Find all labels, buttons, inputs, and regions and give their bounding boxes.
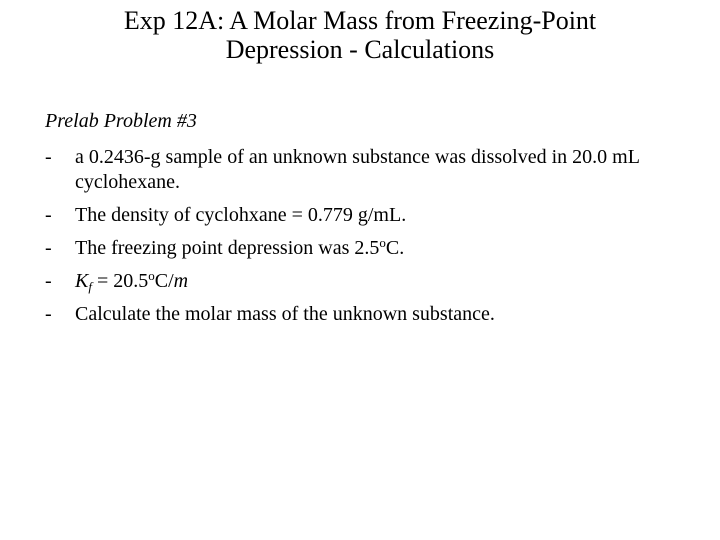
bullet-marker: - <box>45 303 52 325</box>
slide-title <box>60 6 660 64</box>
kf-unit: C/ <box>154 270 174 292</box>
bullet-item-4 <box>45 269 685 294</box>
bullet-marker: - <box>45 270 52 292</box>
bullet-text-3-unit: C. <box>385 237 405 259</box>
kf-value: = 20.5 <box>91 270 149 292</box>
bullet-item-2 <box>45 203 685 228</box>
subheading: Prelab Problem #3 <box>45 110 197 132</box>
bullet-text-5: Calculate the molar mass of the unknown substance. <box>75 303 495 325</box>
bullet-marker: - <box>45 204 52 226</box>
title-line-2: Depression - Calculations <box>225 35 495 64</box>
bullet-item-1 <box>45 145 685 195</box>
bullet-text-1: a 0.2436-g sample of an unknown substance was dissolved in 20.0 mL cyclohexane. <box>75 146 640 193</box>
bullet-item-5 <box>45 302 685 327</box>
bullet-item-3 <box>45 236 685 261</box>
bullet-marker: - <box>45 146 52 168</box>
kf-subscript: f <box>88 279 92 294</box>
bullet-text-2: The density of cyclohxane = 0.779 g/mL. <box>75 204 407 226</box>
bullet-list <box>45 145 685 335</box>
title-line-1: Exp 12A: A Molar Mass from Freezing-Point <box>123 6 597 35</box>
degree-superscript: o <box>379 235 386 250</box>
bullet-text-3: The freezing point depression was 2.5 <box>75 237 380 259</box>
kf-symbol: K <box>75 270 89 292</box>
degree-superscript: o <box>148 268 155 283</box>
molality-symbol: m <box>173 270 189 292</box>
bullet-marker: - <box>45 237 52 259</box>
